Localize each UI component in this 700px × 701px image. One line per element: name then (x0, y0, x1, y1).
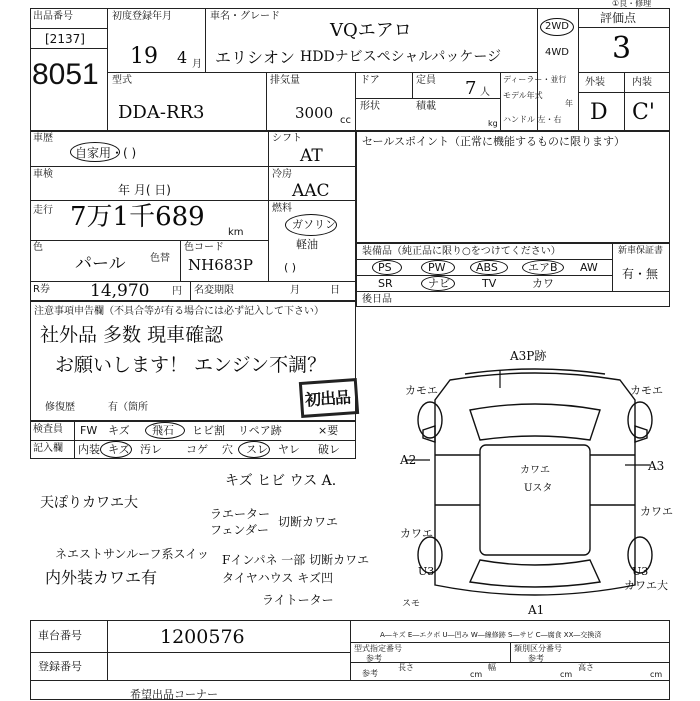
capacity-label: 定員 (416, 75, 436, 86)
insp-tear: 破レ (318, 443, 340, 456)
insp-need: ×要 (318, 424, 339, 437)
notes-label: 注意事項申告欄（不具合等が有る場合には必ず記入して下さい） (34, 306, 324, 317)
fuel-paren: ( ) (284, 261, 297, 274)
width-cm: cm (560, 670, 573, 679)
reg-month: 4 (177, 48, 188, 67)
chassis-number: 1200576 (160, 626, 245, 648)
diag-a2: A2 (400, 453, 417, 467)
equipment-label: 装備品（純正品に限り○をつけてください） (362, 246, 561, 257)
register-label: 登録番号 (38, 660, 82, 673)
hw-note-1: キズ ヒビ ウス A. (225, 473, 337, 489)
model-grade-label: 車名・グレード (210, 11, 280, 22)
shape-label: 形状 (360, 101, 380, 112)
fuel-light-oil: 軽油 (296, 238, 318, 251)
width-label: 幅 (488, 663, 496, 672)
equip-airbag: エアB (528, 261, 558, 274)
category-label: 類別区分番号 (514, 644, 562, 653)
warranty-value: 有・無 (622, 267, 659, 281)
history-label: 車歴 (33, 133, 53, 144)
month-unit: 月 (192, 59, 202, 70)
drive-4wd: 4WD (545, 47, 569, 58)
recycle-fee: 14,970 (90, 281, 150, 301)
diag-u3-left: U3 (418, 565, 435, 578)
handle-label: ハンドル 左・右 (503, 115, 562, 124)
reg-day-unit: 日 (330, 285, 340, 296)
inspection-value: 年 月( 日) (118, 183, 171, 197)
corner-label: 希望出品コーナー (130, 688, 218, 701)
first-reg-label: 初度登録年月 (112, 11, 172, 22)
sheet-code: [2137] (45, 32, 85, 46)
equip-leather: カワ (532, 277, 554, 290)
insp-hole: 穴 (222, 443, 233, 456)
hw-note-10: ライトーター (262, 593, 334, 607)
mileage: 7万1千689 (70, 202, 205, 232)
diag-kamo-bottom-right: カワエ大 (624, 579, 668, 592)
insp-crack: ヒビ割 (192, 424, 225, 437)
model-year-label: モデル年式 (503, 91, 543, 100)
year-unit: 年 (565, 99, 573, 108)
capacity: 7 (465, 78, 477, 99)
mileage-label: 走行 (33, 205, 53, 216)
insp-scratch: キズ (108, 424, 130, 437)
displacement-label: 排気量 (270, 75, 300, 86)
chassis-label: 車台番号 (38, 629, 82, 642)
recycle-label: R券 (33, 284, 50, 295)
height-cm: cm (650, 670, 663, 679)
equip-sr: SR (378, 277, 393, 290)
registration-label: 名変期限 (194, 285, 234, 296)
exterior-label: 外装 (585, 77, 605, 88)
color-label: 色 (33, 242, 43, 253)
drive-2wd: 2WD (545, 21, 569, 32)
model-code: DDA-RR3 (118, 102, 205, 123)
diag-a1: A1 (528, 603, 545, 617)
cc-unit: cc (340, 115, 351, 126)
interior-grade: C' (632, 100, 655, 125)
shift-label: シフト (272, 133, 302, 144)
size-ref: 参考 (362, 669, 378, 678)
load-label: 積載 (416, 101, 436, 112)
insp-interior: 内装 (78, 443, 100, 456)
diag-a3p: A3P跡 (510, 349, 547, 363)
hw-note-3: ラエーター (210, 507, 271, 521)
equip-aw: AW (580, 261, 598, 274)
insp-repair: リペア跡 (238, 424, 282, 437)
shift: AT (300, 146, 323, 166)
color-code-label: 色コード (184, 242, 224, 253)
notes-line2: お願いします！ エンジン不調？ (55, 354, 327, 376)
inspector-label-1: 検査員 (33, 424, 63, 435)
score-label: 評価点 (600, 11, 637, 25)
type-label: 型式 (112, 75, 132, 86)
category-ref: 参考 (528, 654, 544, 663)
person-unit: 人 (480, 87, 490, 98)
door-label: ドア (360, 75, 380, 86)
fuel-label: 燃料 (272, 203, 292, 214)
color-code: NH683P (188, 256, 253, 274)
sales-point-label: セールスポイント（正常に機能するものに限ります） (362, 135, 626, 148)
color: パール (75, 254, 126, 274)
hw-note-6: ネエストサンルーフ系スイッ (55, 547, 210, 561)
diag-roof-2: Uスタ (524, 483, 553, 494)
hw-note-7: 内外装カワエ有 (45, 568, 158, 587)
car-brand-script: エリシオン (215, 48, 296, 67)
reg-month-unit: 月 (290, 285, 300, 296)
diag-kamo-left: カモエ (405, 384, 438, 397)
history-value: 自家用・( ) (75, 146, 137, 160)
displacement: 3000 (295, 104, 334, 122)
repair-label: 修復歴 (45, 402, 75, 413)
diag-roof-1: カワエ (520, 465, 550, 476)
equip-ps: PS (378, 261, 392, 274)
first-listing-stamp: 初出品 (299, 378, 359, 418)
color-swap-label: 色替 (150, 253, 170, 264)
kg-unit: kg (488, 119, 498, 128)
diag-sumo: スモ (402, 599, 421, 609)
hw-note-2: 天ぽりカワエ大 (40, 495, 138, 511)
length-cm: cm (470, 670, 483, 679)
insp-fw: FW (80, 424, 98, 437)
warranty-label: 新車保証書 (618, 246, 664, 256)
exterior-grade: D (590, 100, 608, 125)
yen-unit: 円 (172, 286, 182, 297)
after-label: 後日品 (362, 294, 392, 305)
interior-label: 内装 (632, 77, 652, 88)
km-unit: km (228, 227, 244, 238)
fuel-gas: ガソリン (292, 218, 336, 231)
insp-dirt: 汚レ (140, 443, 162, 456)
top-right-note: ①良・修理 (612, 0, 652, 8)
inspection-label: 車検 (33, 169, 53, 180)
listing-label: 出品番号 (33, 11, 73, 22)
hw-note-4: フェンダー (210, 523, 269, 537)
grade: HDDナビスペシャルパッケージ (300, 49, 502, 65)
damage-legend: A―キズ E―エクボ U―凹み W―線修跡 S―サビ C―腐食 XX―交換済 (380, 631, 602, 639)
score: 3 (612, 31, 632, 66)
aircon-label: 冷房 (272, 169, 292, 180)
hw-note-5: 切断カワエ (278, 515, 339, 529)
format-label: 型式指定番号 (354, 644, 402, 653)
format-ref: 参考 (366, 654, 382, 663)
diag-kamo-right: カモエ (630, 384, 663, 397)
hw-note-8: Fインパネ 一部 切断カワエ (222, 553, 370, 567)
car-name: VQエアロ (330, 20, 412, 41)
equip-navi: ナビ (428, 277, 450, 290)
insp-wear: ヤレ (278, 443, 300, 456)
diag-u3-right: U3 (632, 565, 649, 578)
length-label: 長さ (398, 663, 414, 672)
insp-burn: コゲ (186, 443, 208, 456)
aircon: AAC (292, 181, 330, 201)
insp-scratch2: キズ (108, 443, 130, 456)
repair-value: 有（箇所 (108, 402, 148, 413)
dealer-label: ディーラー・並行 (503, 75, 567, 84)
equip-tv: TV (482, 277, 497, 290)
diag-kamo-side-left: カワエ (400, 527, 433, 540)
lot-number: 8051 (32, 58, 99, 91)
height-label: 高さ (578, 663, 594, 672)
insp-rub: スレ (246, 443, 268, 456)
inspector-label-2: 記入欄 (33, 443, 63, 454)
equip-abs: ABS (476, 261, 498, 274)
diag-a3: A3 (648, 459, 665, 473)
equip-pw: PW (428, 261, 446, 274)
hw-note-9: タイヤハウス キズ凹 (222, 571, 333, 585)
reg-year: 19 (130, 44, 158, 69)
insp-stone: 飛石 (152, 424, 174, 437)
notes-line1: 社外品 多数 現車確認 (40, 324, 224, 346)
diag-kamo-side-right: カワエ (640, 505, 673, 518)
